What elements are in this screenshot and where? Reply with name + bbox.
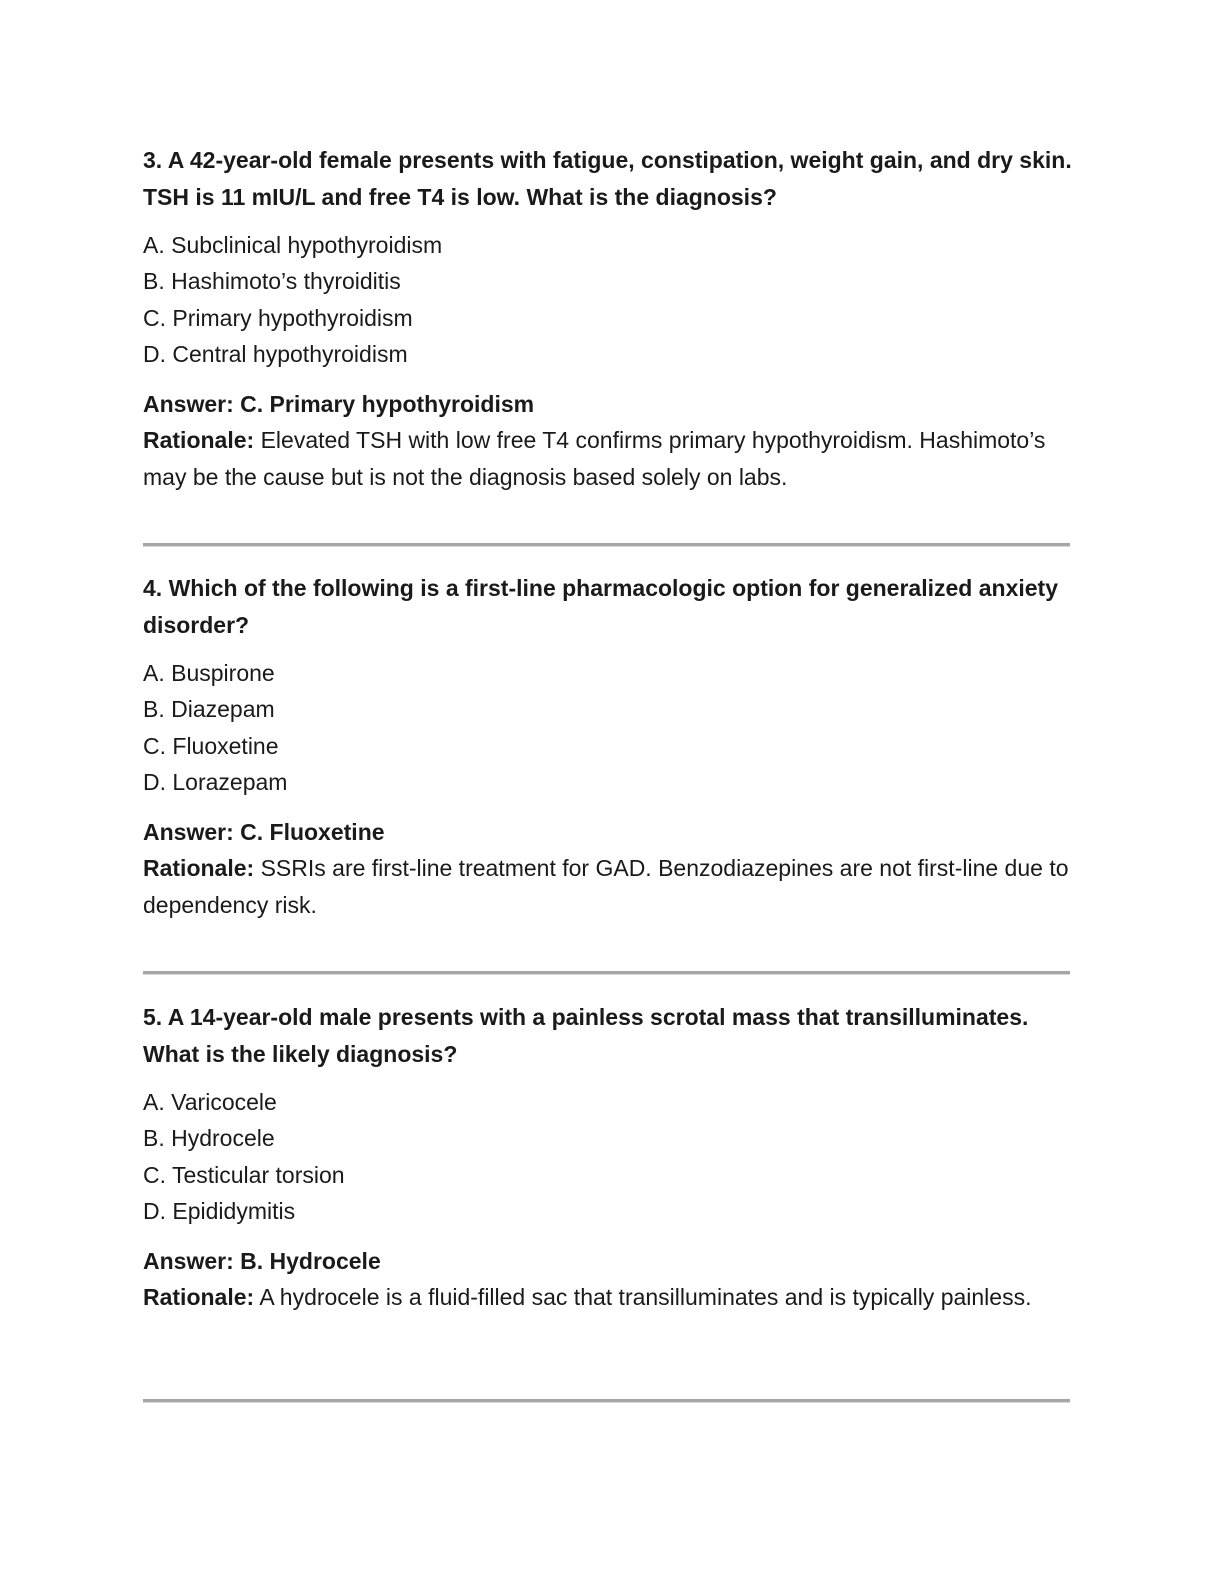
rationale xyxy=(143,1279,1073,1316)
answer-line: Answer: C. Primary hypothyroidism xyxy=(143,390,535,417)
answer-line: Answer: B. Hydrocele xyxy=(143,1247,381,1274)
question-text: 3. A 42-year-old female presents with fatigue, constipation, weight gain, and dry skin. TSH is 11 mIU/L and free T4 is low. What is the diagnosis? xyxy=(143,147,1072,210)
rationale-text: SSRIs are first-line treatment for GAD. Benzodiazepines are not first-line due to dependency risk. xyxy=(143,855,1069,918)
answer-line: Answer: C. Fluoxetine xyxy=(143,818,385,845)
answer-options xyxy=(143,655,1073,801)
question-text: 5. A 14-year-old male presents with a painless scrotal mass that transilluminates. What is the likely diagnosis? xyxy=(143,1004,1029,1067)
option-a: A. Subclinical hypothyroidism xyxy=(143,232,443,258)
answer-options xyxy=(143,1084,1073,1230)
option-c: C. Testicular torsion xyxy=(143,1161,345,1188)
rationale xyxy=(143,422,1073,495)
question-block-3 xyxy=(143,142,1073,495)
option-b: B. Hydrocele xyxy=(143,1125,275,1152)
rationale-text: Elevated TSH with low free T4 confirms primary hypothyroidism. Hashimoto’s may be the cause but is not the diagnosis based solely on labs. xyxy=(143,427,1046,490)
option-c: C. Fluoxetine xyxy=(143,732,279,759)
option-d: D. Lorazepam xyxy=(143,769,288,796)
question-block-4 xyxy=(143,570,1073,923)
rationale-text: A hydrocele is a fluid-filled sac that transilluminates and is typically painless. xyxy=(259,1284,1032,1311)
rationale-label: Rationale: xyxy=(143,427,255,454)
option-a: A. Buspirone xyxy=(143,660,275,686)
option-b: B. Diazepam xyxy=(143,696,275,723)
rationale-label: Rationale: xyxy=(143,1284,255,1311)
question-block-5 xyxy=(143,999,1073,1316)
option-c: C. Primary hypothyroidism xyxy=(143,304,413,331)
section-divider xyxy=(143,1399,1070,1403)
option-d: D. Central hypothyroidism xyxy=(143,341,408,368)
option-a: A. Varicocele xyxy=(143,1089,277,1115)
rationale-label: Rationale: xyxy=(143,855,255,882)
section-divider xyxy=(143,543,1070,547)
section-divider xyxy=(143,971,1070,975)
rationale xyxy=(143,850,1073,923)
option-b: B. Hashimoto’s thyroiditis xyxy=(143,268,401,295)
answer-options xyxy=(143,227,1073,373)
question-text: 4. Which of the following is a first-line pharmacologic option for generalized anxiety disorder? xyxy=(143,575,1058,638)
option-d: D. Epididymitis xyxy=(143,1198,296,1225)
